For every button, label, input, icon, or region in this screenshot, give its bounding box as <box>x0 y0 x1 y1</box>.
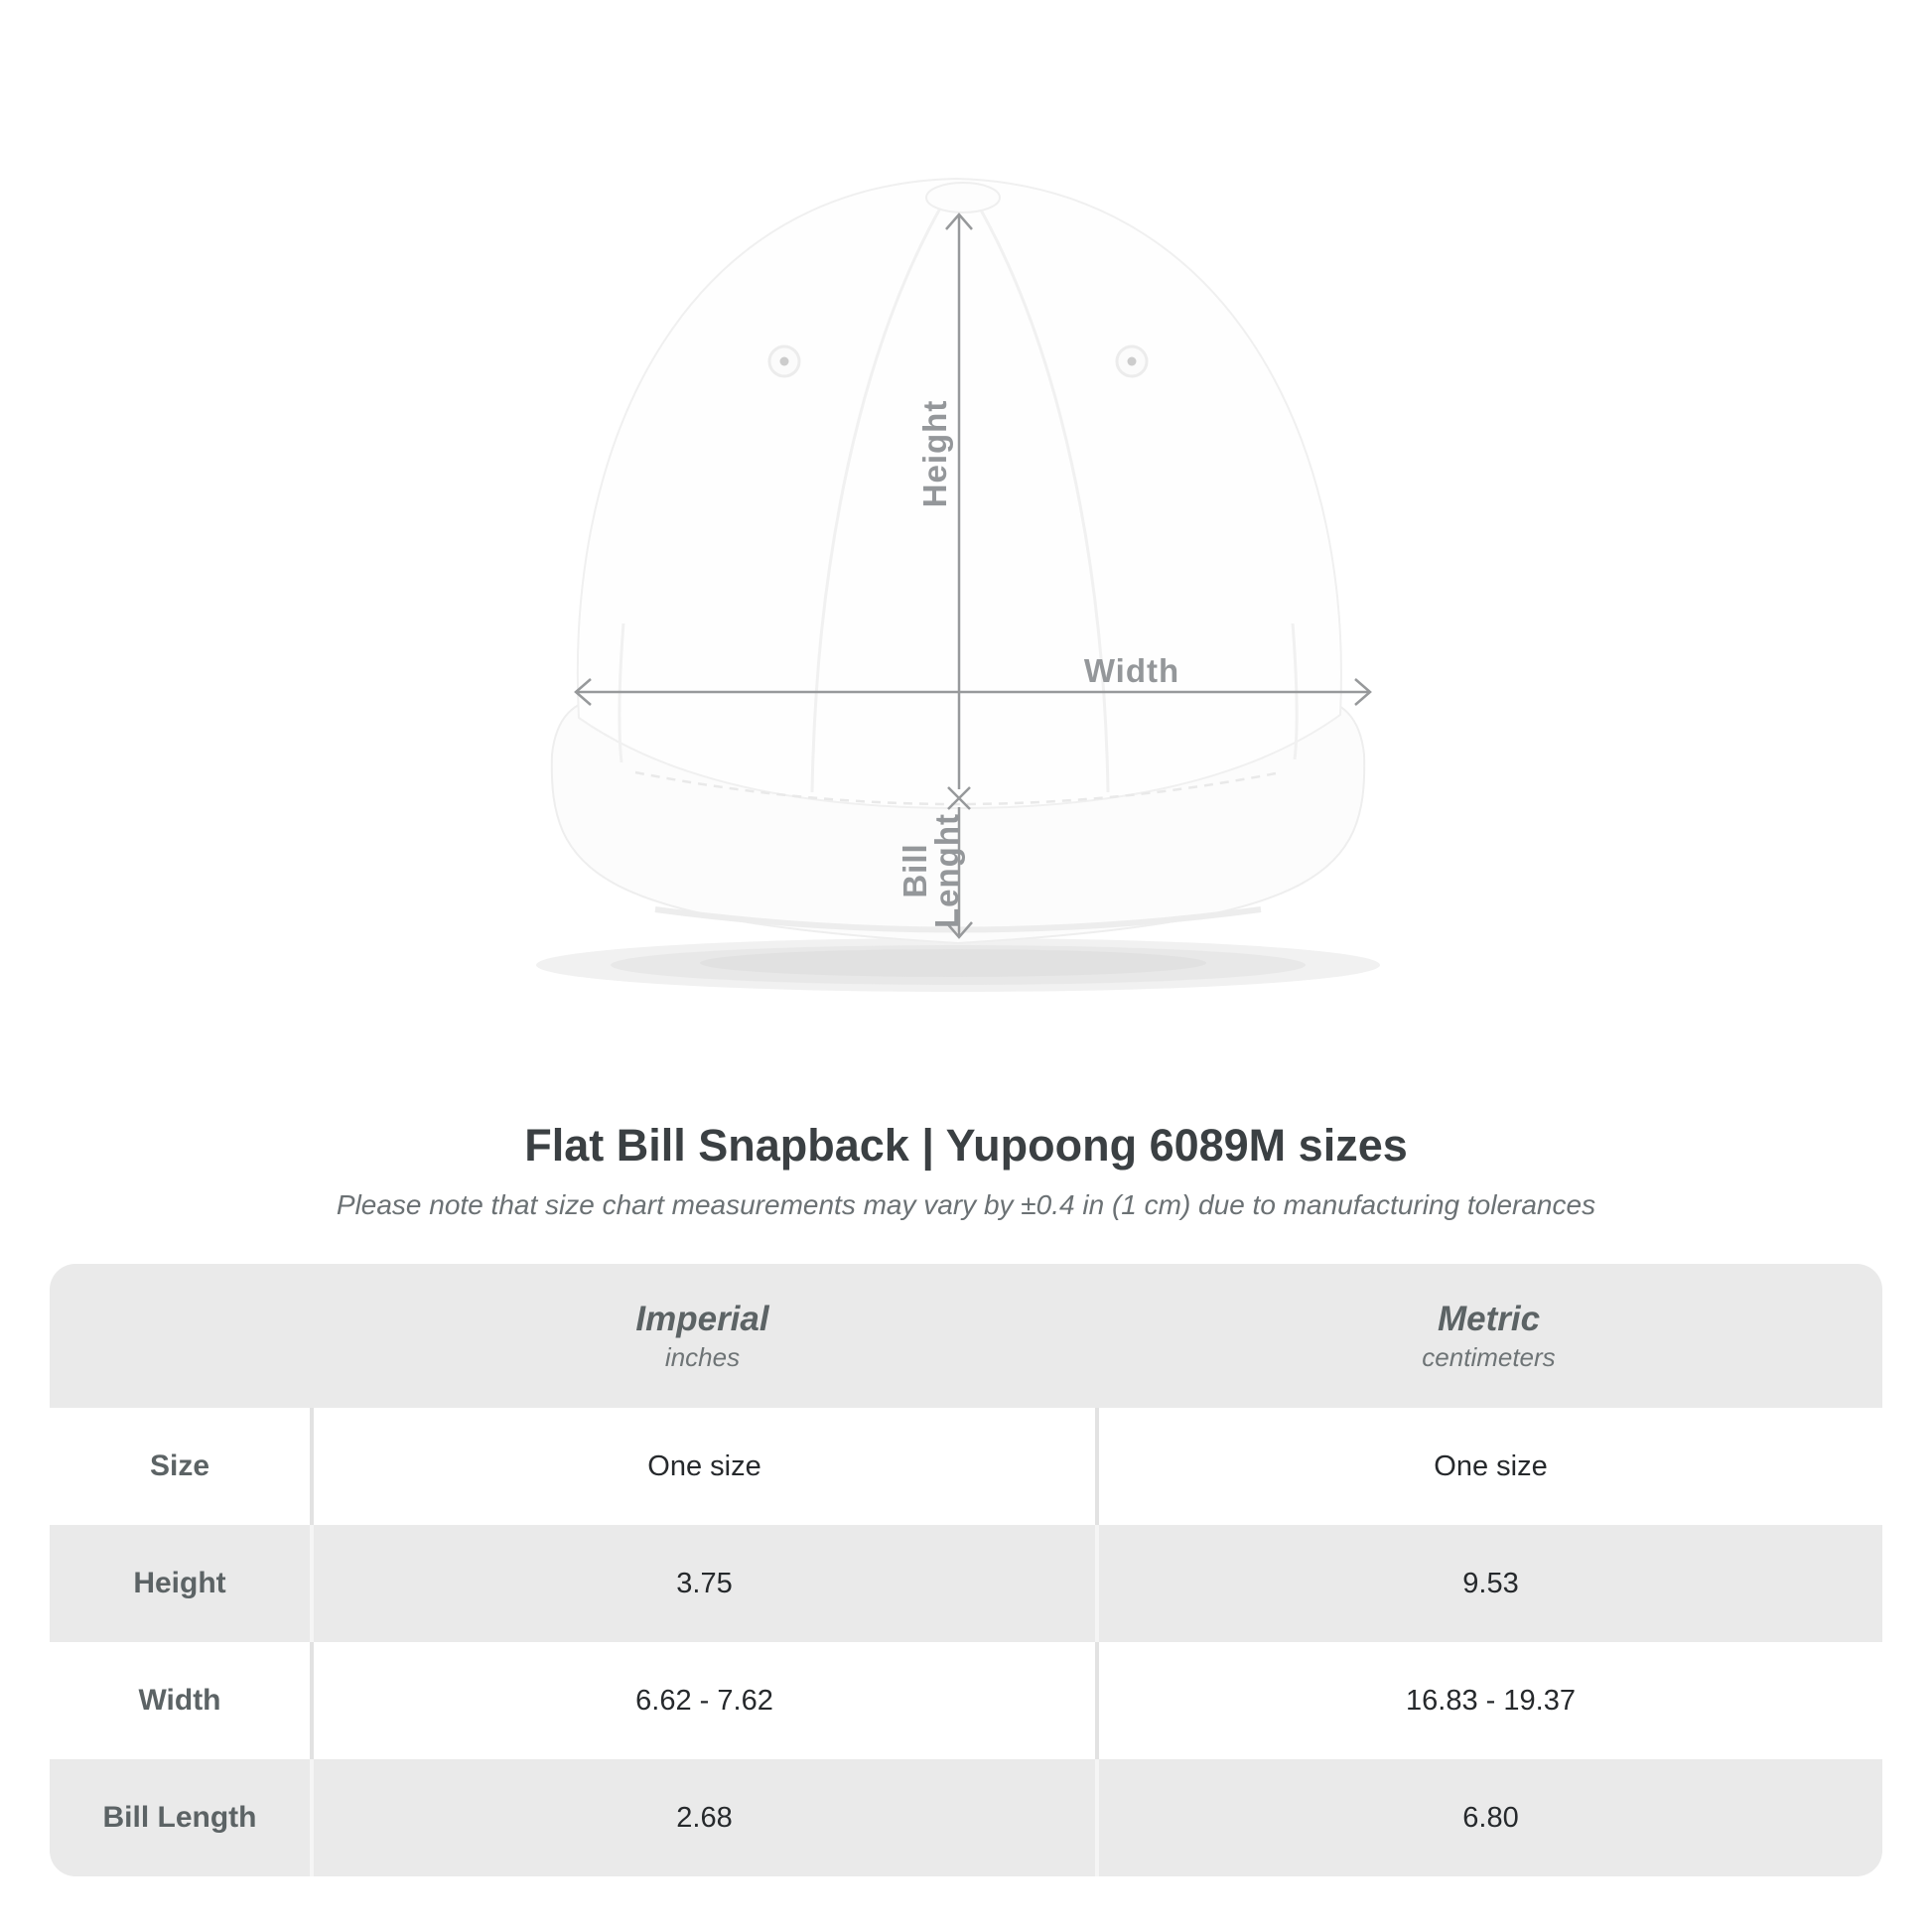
metric-value: 9.53 <box>1095 1525 1882 1642</box>
cap-button <box>926 183 1000 212</box>
row-label: Height <box>133 1567 226 1599</box>
metric-value: One size <box>1095 1408 1882 1525</box>
page-title: Flat Bill Snapback | Yupoong 6089M sizes <box>524 1120 1408 1171</box>
bill-length-dimension-label-line1: Bill <box>897 843 933 898</box>
table-row-height <box>50 1525 1882 1642</box>
imperial-value: 3.75 <box>310 1525 1095 1642</box>
imperial-value: 2.68 <box>310 1759 1095 1876</box>
eyelet-left <box>769 346 799 376</box>
imperial-label: Imperial <box>635 1300 769 1339</box>
row-label: Bill Length <box>102 1801 257 1834</box>
table-row-bill-length <box>50 1759 1882 1876</box>
eyelet-right <box>1117 346 1147 376</box>
header-imperial <box>310 1298 1095 1373</box>
tolerance-note: Please note that size chart measurements may vary by ±0.4 in (1 cm) due to manufacturing tolerances <box>336 1189 1596 1220</box>
bill-length-dimension-label-line2: Lenght <box>928 813 965 928</box>
hat-measurement-diagram <box>427 119 1519 1033</box>
bill-shadow <box>536 938 1380 992</box>
metric-label: Metric <box>1437 1300 1541 1339</box>
imperial-unit: inches <box>664 1342 741 1373</box>
size-chart-table <box>50 1264 1882 1876</box>
imperial-value: 6.62 - 7.62 <box>310 1642 1095 1759</box>
metric-value: 16.83 - 19.37 <box>1095 1642 1882 1759</box>
imperial-value: One size <box>310 1408 1095 1525</box>
height-dimension-label: Height <box>916 399 953 508</box>
metric-unit: centimeters <box>1422 1342 1556 1373</box>
table-row-width <box>50 1642 1882 1759</box>
header-metric <box>1095 1298 1882 1373</box>
row-label: Size <box>149 1449 210 1482</box>
width-dimension-label: Width <box>1083 652 1180 689</box>
table-row-size <box>50 1408 1882 1525</box>
row-label: Width <box>138 1684 221 1717</box>
metric-value: 6.80 <box>1095 1759 1882 1876</box>
table-header <box>50 1264 1882 1408</box>
